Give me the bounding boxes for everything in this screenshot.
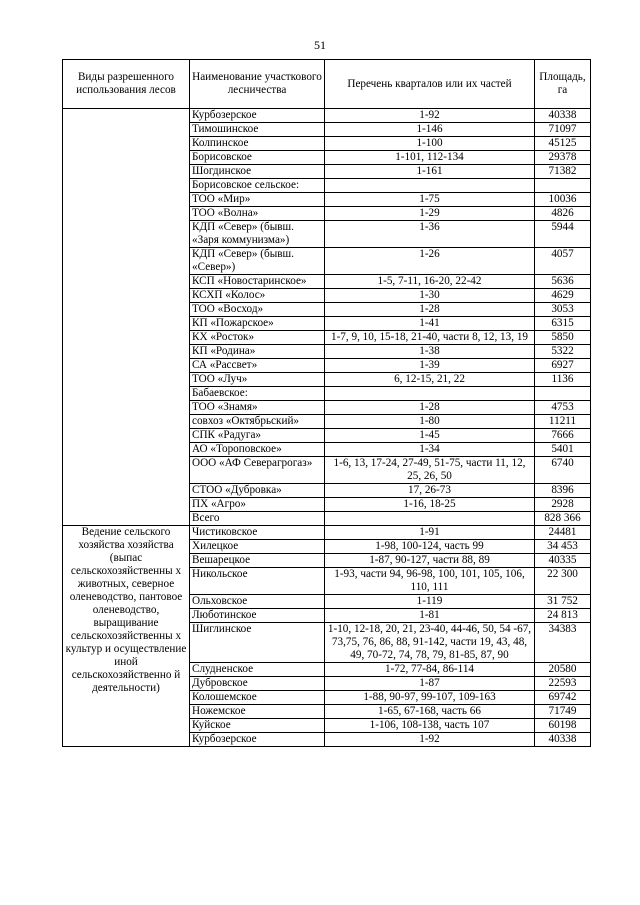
quarters-cell: 1-38 — [325, 345, 535, 359]
quarters-cell — [325, 387, 535, 401]
quarters-cell: 1-87, 90-127, части 88, 89 — [325, 554, 535, 568]
forestry-name-cell: Куйское — [190, 719, 325, 733]
quarters-cell: 1-34 — [325, 443, 535, 457]
quarters-cell: 1-26 — [325, 248, 535, 275]
forestry-name-cell: АО «Тороповское» — [190, 443, 325, 457]
quarters-cell: 6, 12-15, 21, 22 — [325, 373, 535, 387]
quarters-cell: 1-72, 77-84, 86-114 — [325, 663, 535, 677]
area-cell — [535, 387, 591, 401]
quarters-cell: 1-92 — [325, 733, 535, 747]
table-row — [63, 526, 591, 540]
quarters-cell: 1-101, 112-134 — [325, 151, 535, 165]
forestry-name-cell: Шиглинское — [190, 623, 325, 663]
area-cell: 40335 — [535, 554, 591, 568]
forestry-name-cell: СПК «Радуга» — [190, 429, 325, 443]
area-cell: 5322 — [535, 345, 591, 359]
quarters-cell: 1-39 — [325, 359, 535, 373]
quarters-cell: 1-28 — [325, 401, 535, 415]
area-cell: 60198 — [535, 719, 591, 733]
area-cell: 4629 — [535, 289, 591, 303]
forestry-name-cell: СА «Рассвет» — [190, 359, 325, 373]
page-number: 51 — [314, 38, 326, 52]
quarters-cell: 1-98, 100-124, часть 99 — [325, 540, 535, 554]
table-body — [63, 109, 591, 747]
quarters-cell: 17, 26-73 — [325, 484, 535, 498]
area-cell: 71097 — [535, 123, 591, 137]
forest-use-table — [62, 59, 591, 747]
area-cell: 6315 — [535, 317, 591, 331]
forestry-name-cell: Бабаевское: — [190, 387, 325, 401]
forestry-name-cell: Хилецкое — [190, 540, 325, 554]
area-cell: 69742 — [535, 691, 591, 705]
quarters-cell: 1-119 — [325, 595, 535, 609]
quarters-cell: 1-87 — [325, 677, 535, 691]
area-cell: 40338 — [535, 109, 591, 123]
area-cell: 10036 — [535, 193, 591, 207]
quarters-cell: 1-30 — [325, 289, 535, 303]
forestry-name-cell: Дубровское — [190, 677, 325, 691]
forestry-name-cell: КСХП «Колос» — [190, 289, 325, 303]
area-cell: 8396 — [535, 484, 591, 498]
quarters-cell — [325, 512, 535, 526]
quarters-cell: 1-161 — [325, 165, 535, 179]
area-cell: 2928 — [535, 498, 591, 512]
forestry-name-cell: Всего — [190, 512, 325, 526]
forestry-name-cell: Колпинское — [190, 137, 325, 151]
area-cell: 29378 — [535, 151, 591, 165]
area-cell: 828 366 — [535, 512, 591, 526]
area-cell — [535, 179, 591, 193]
area-cell: 71382 — [535, 165, 591, 179]
use-type-cell: Ведение сельского хозяйства хозяйства (выпас сельскохозяйственны х животных, северное оленеводство, пантовое оленеводство, выращивание сельскохозяйственны х культур и осуществление иной сельскохозяйственно й деятельности) — [63, 526, 190, 747]
quarters-cell: 1-93, части 94, 96-98, 100, 101, 105, 106, 110, 111 — [325, 568, 535, 595]
quarters-cell: 1-65, 67-168, часть 66 — [325, 705, 535, 719]
area-cell: 11211 — [535, 415, 591, 429]
header-forestry-name: Наименование участкового лесничества — [190, 60, 325, 109]
forestry-name-cell: КП «Пожарское» — [190, 317, 325, 331]
quarters-cell: 1-41 — [325, 317, 535, 331]
quarters-cell: 1-88, 90-97, 99-107, 109-163 — [325, 691, 535, 705]
forestry-name-cell: Слудненское — [190, 663, 325, 677]
forestry-name-cell: Тимошинское — [190, 123, 325, 137]
quarters-cell: 1-6, 13, 17-24, 27-49, 51-75, части 11, 12, 25, 26, 50 — [325, 457, 535, 484]
forestry-name-cell: Борисовское сельское: — [190, 179, 325, 193]
quarters-cell — [325, 179, 535, 193]
forestry-name-cell: Чистиковское — [190, 526, 325, 540]
forestry-name-cell: ООО «АФ Северагрогаз» — [190, 457, 325, 484]
quarters-cell: 1-75 — [325, 193, 535, 207]
forestry-name-cell: СТОО «Дубровка» — [190, 484, 325, 498]
area-cell: 5944 — [535, 221, 591, 248]
table-header-row — [63, 60, 591, 109]
area-cell: 20580 — [535, 663, 591, 677]
forestry-name-cell: ТОО «Восход» — [190, 303, 325, 317]
quarters-cell: 1-36 — [325, 221, 535, 248]
area-cell: 7666 — [535, 429, 591, 443]
area-cell: 4826 — [535, 207, 591, 221]
quarters-cell: 1-92 — [325, 109, 535, 123]
quarters-cell: 1-45 — [325, 429, 535, 443]
quarters-cell: 1-100 — [325, 137, 535, 151]
quarters-cell: 1-29 — [325, 207, 535, 221]
area-cell: 22593 — [535, 677, 591, 691]
quarters-cell: 1-81 — [325, 609, 535, 623]
area-cell: 34 453 — [535, 540, 591, 554]
forestry-name-cell: Курбозерское — [190, 109, 325, 123]
forestry-name-cell: Ольховское — [190, 595, 325, 609]
forestry-name-cell: КСП «Новостаринское» — [190, 275, 325, 289]
area-cell: 6927 — [535, 359, 591, 373]
area-cell: 4753 — [535, 401, 591, 415]
use-type-cell — [63, 109, 190, 526]
quarters-cell: 1-16, 18-25 — [325, 498, 535, 512]
quarters-cell: 1-146 — [325, 123, 535, 137]
forestry-name-cell: Колошемское — [190, 691, 325, 705]
area-cell: 34383 — [535, 623, 591, 663]
area-cell: 5401 — [535, 443, 591, 457]
quarters-cell: 1-10, 12-18, 20, 21, 23-40, 44-46, 50, 54 -67, 73,75, 76, 86, 88, 91-142, части 19, 43, 48, 49, 70-72, 74, 78, 79, 81-85, 87, 90 — [325, 623, 535, 663]
area-cell: 24481 — [535, 526, 591, 540]
area-cell: 40338 — [535, 733, 591, 747]
header-use-type: Виды разрешенного использования лесов — [63, 60, 190, 109]
area-cell: 3053 — [535, 303, 591, 317]
forestry-name-cell: ТОО «Волна» — [190, 207, 325, 221]
forestry-name-cell: Ножемское — [190, 705, 325, 719]
table-row — [63, 109, 591, 123]
forestry-name-cell: КДП «Север» (бывш. «Север») — [190, 248, 325, 275]
forestry-name-cell: КХ «Росток» — [190, 331, 325, 345]
quarters-cell: 1-28 — [325, 303, 535, 317]
area-cell: 45125 — [535, 137, 591, 151]
area-cell: 31 752 — [535, 595, 591, 609]
quarters-cell: 1-7, 9, 10, 15-18, 21-40, части 8, 12, 13, 19 — [325, 331, 535, 345]
area-cell: 5636 — [535, 275, 591, 289]
area-cell: 71749 — [535, 705, 591, 719]
area-cell: 4057 — [535, 248, 591, 275]
forestry-name-cell: ТОО «Знамя» — [190, 401, 325, 415]
forestry-name-cell: ТОО «Луч» — [190, 373, 325, 387]
header-quarters: Перечень кварталов или их частей — [325, 60, 535, 109]
forestry-name-cell: Люботинское — [190, 609, 325, 623]
forestry-name-cell: Борисовское — [190, 151, 325, 165]
forestry-name-cell: совхоз «Октябрьский» — [190, 415, 325, 429]
forestry-name-cell: ПХ «Агро» — [190, 498, 325, 512]
forestry-name-cell: КДП «Север» (бывш. «Заря коммунизма») — [190, 221, 325, 248]
forestry-name-cell: ТОО «Мир» — [190, 193, 325, 207]
forestry-name-cell: Вешарецкое — [190, 554, 325, 568]
area-cell: 1136 — [535, 373, 591, 387]
area-cell: 22 300 — [535, 568, 591, 595]
forestry-name-cell: Никольское — [190, 568, 325, 595]
quarters-cell: 1-91 — [325, 526, 535, 540]
area-cell: 24 813 — [535, 609, 591, 623]
forestry-name-cell: Шогдинское — [190, 165, 325, 179]
area-cell: 5850 — [535, 331, 591, 345]
quarters-cell: 1-5, 7-11, 16-20, 22-42 — [325, 275, 535, 289]
quarters-cell: 1-80 — [325, 415, 535, 429]
forestry-name-cell: КП «Родина» — [190, 345, 325, 359]
header-area: Площадь, га — [535, 60, 591, 109]
forestry-name-cell: Курбозерское — [190, 733, 325, 747]
quarters-cell: 1-106, 108-138, часть 107 — [325, 719, 535, 733]
area-cell: 6740 — [535, 457, 591, 484]
